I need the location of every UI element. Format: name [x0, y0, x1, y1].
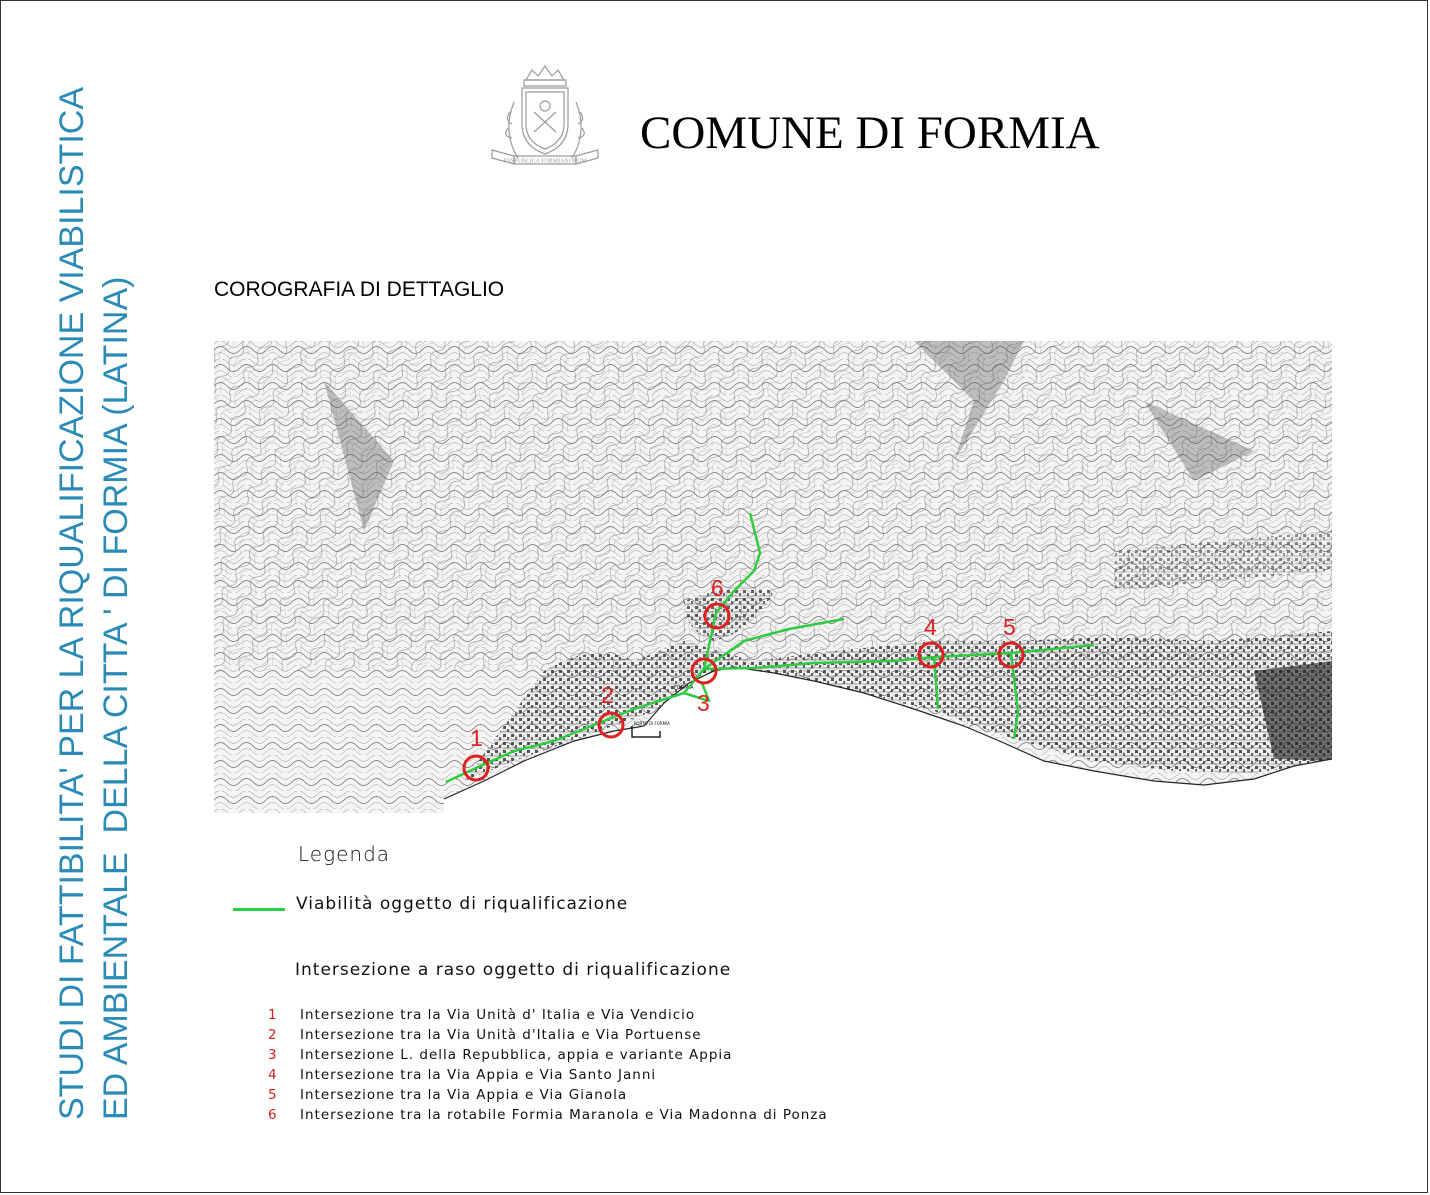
legend-item-text: Intersezione tra la Via Appia e Via Santo Janni — [300, 1067, 657, 1083]
marker-label-6: 6 — [711, 575, 724, 601]
legend-item-3 — [268, 1047, 828, 1067]
legend-item-4 — [268, 1067, 828, 1087]
side-title — [50, 87, 138, 1120]
legend-item-number: 5 — [268, 1087, 278, 1103]
crest-motto: RESPUBLICA FORMIANORUM — [503, 158, 587, 165]
legend-item-2 — [268, 1027, 828, 1047]
legend-item-6 — [268, 1107, 828, 1127]
legend-road-swatch — [233, 908, 285, 911]
legend-road-label: Viabilità oggetto di riqualificazione — [296, 894, 629, 914]
legend-item-text: Intersezione tra la Via Appia e Via Gianola — [300, 1087, 628, 1103]
marker-label-3: 3 — [697, 690, 710, 716]
legend-item-number: 2 — [268, 1027, 278, 1043]
legend-item-text: Intersezione tra la Via Unità d' Italia e Via Vendicio — [300, 1007, 696, 1023]
legend-item-number: 6 — [268, 1107, 278, 1123]
legend-item-5 — [268, 1087, 828, 1107]
map-label-formia: FORMIA — [674, 685, 694, 691]
legend-list — [268, 1007, 828, 1127]
marker-label-4: 4 — [924, 614, 937, 640]
legend-item-number: 4 — [268, 1067, 278, 1083]
topographic-map[interactable] — [214, 341, 1332, 813]
legend-item-text: Intersezione L. della Repubblica, appia e variante Appia — [300, 1047, 733, 1063]
legend-item-text: Intersezione tra la rotabile Formia Maranola e Via Madonna di Ponza — [300, 1107, 828, 1123]
legend-item-text: Intersezione tra la Via Unità d'Italia e Via Portuense — [300, 1027, 702, 1043]
city-crest-icon — [484, 62, 606, 184]
legend-item-number: 3 — [268, 1047, 278, 1063]
map-label-porto: PORTO DI FORMIA — [634, 721, 671, 726]
legend-item-1 — [268, 1007, 828, 1027]
section-title: COROGRAFIA DI DETTAGLIO — [214, 278, 505, 301]
page-title: COMUNE DI FORMIA — [640, 107, 1100, 159]
marker-label-1: 1 — [470, 725, 483, 751]
side-title-line-2: ED AMBIENTALE DELLA CITTA ' DI FORMIA (LATINA) — [97, 276, 135, 1120]
legend-intersection-title: Intersezione a raso oggetto di riqualificazione — [295, 960, 732, 980]
marker-label-2: 2 — [601, 682, 614, 708]
side-title-line-1: STUDI DI FATTIBILITA' PER LA RIQUALIFICAZIONE VIABILISTICA — [53, 87, 91, 1120]
marker-label-5: 5 — [1003, 614, 1016, 640]
legend-title: Legenda — [298, 842, 391, 866]
legend-item-number: 1 — [268, 1007, 278, 1023]
